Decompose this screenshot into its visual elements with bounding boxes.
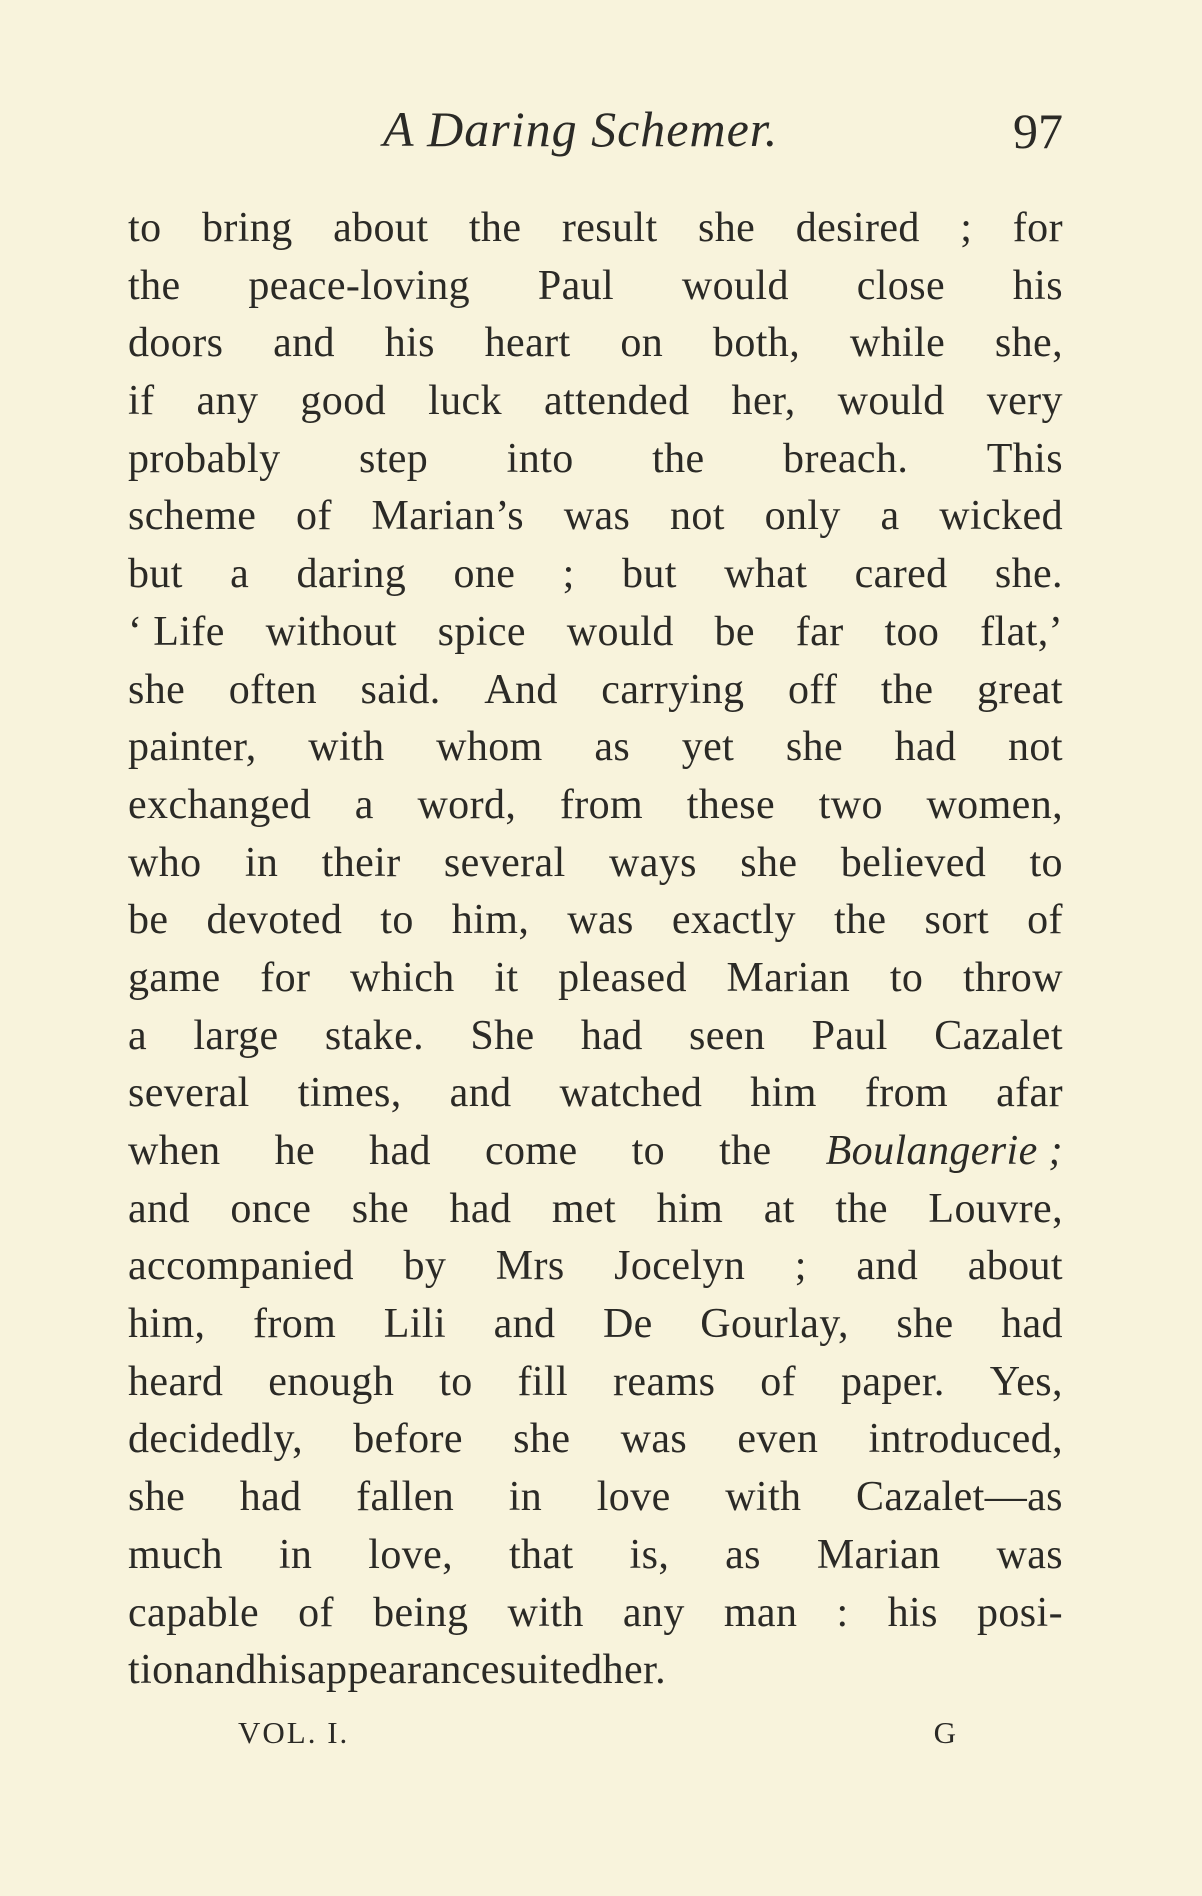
word: the <box>719 1128 772 1174</box>
word: enough <box>268 1358 395 1405</box>
word: Mrs <box>495 1243 565 1290</box>
word: Paul <box>537 262 615 309</box>
text-line <box>128 1585 1063 1643</box>
word: man <box>723 1589 798 1636</box>
word: his <box>384 320 435 367</box>
word: him, <box>128 1301 206 1348</box>
word: throw <box>962 954 1063 1001</box>
text-line <box>128 1527 1063 1585</box>
word: women, <box>926 781 1063 828</box>
text-line <box>128 1296 1063 1354</box>
word: she <box>513 1416 571 1463</box>
word: game <box>128 954 221 1001</box>
word: of <box>760 1358 797 1405</box>
word: in <box>244 839 279 886</box>
word: as <box>725 1531 761 1578</box>
word: good <box>300 378 387 425</box>
word: desired <box>795 205 920 251</box>
word: she <box>740 839 798 886</box>
word: but <box>621 551 677 598</box>
word: his <box>887 1589 938 1636</box>
text-line <box>128 835 1063 893</box>
word: paper. <box>840 1358 945 1405</box>
word: she <box>351 1185 409 1232</box>
word: Yes, <box>989 1358 1063 1405</box>
word: for <box>260 954 311 1001</box>
word: into <box>506 435 574 482</box>
word: This <box>986 435 1063 482</box>
word: to <box>631 1128 666 1174</box>
word: be <box>714 608 755 655</box>
word: believed <box>840 839 987 886</box>
word: love, <box>368 1531 454 1578</box>
word: heard <box>128 1358 224 1405</box>
word: cared <box>854 551 948 598</box>
word: had <box>894 724 957 771</box>
text-line <box>128 662 1063 720</box>
text-line <box>128 200 1063 258</box>
word: at <box>763 1185 795 1232</box>
word: ; <box>960 205 973 251</box>
word: suited <box>499 1647 603 1694</box>
word: exchanged <box>128 781 312 828</box>
word: was <box>996 1531 1063 1578</box>
word: daring <box>296 551 407 598</box>
word: him <box>656 1185 724 1232</box>
word: by <box>403 1243 447 1290</box>
word: had <box>239 1474 302 1521</box>
text-line <box>128 950 1063 1008</box>
word: the <box>835 1185 888 1232</box>
word: ways <box>608 839 697 886</box>
word: with <box>308 724 385 771</box>
word: to <box>439 1358 473 1405</box>
word: from <box>559 781 644 828</box>
word: several <box>128 1070 250 1117</box>
word: De <box>602 1301 653 1348</box>
text-line <box>128 431 1063 489</box>
word: before <box>353 1416 463 1463</box>
word: seen <box>689 1012 766 1059</box>
word: without <box>265 608 397 655</box>
word: too <box>884 608 940 655</box>
word: attended <box>544 378 690 425</box>
text-line <box>128 777 1063 835</box>
word: ; <box>562 551 575 598</box>
word: from <box>252 1301 337 1348</box>
gathering-signature: G <box>933 1715 958 1750</box>
word: once <box>230 1185 312 1232</box>
word: luck <box>428 378 502 425</box>
word: afar <box>996 1070 1063 1117</box>
word: was <box>563 493 631 540</box>
text-line <box>128 719 1063 777</box>
word: of <box>296 493 332 540</box>
word: peace-loving <box>248 262 471 309</box>
word: wicked <box>939 493 1063 540</box>
word: him, <box>451 897 530 944</box>
word: it <box>494 954 519 1001</box>
word: often <box>228 666 318 713</box>
text-line <box>128 546 1063 604</box>
word: word, <box>417 781 517 828</box>
word: probably <box>128 435 281 482</box>
word: is, <box>629 1531 670 1578</box>
text-line <box>128 1181 1063 1239</box>
word: capable <box>128 1589 260 1636</box>
word: of <box>1027 897 1063 944</box>
text-line <box>128 1642 1063 1700</box>
word: to <box>889 954 924 1001</box>
text-line <box>128 1354 1063 1412</box>
word: that <box>508 1531 574 1578</box>
word: times, <box>297 1070 402 1117</box>
word: she <box>698 205 756 251</box>
word: of <box>298 1589 334 1636</box>
word: on <box>620 320 664 367</box>
word: off <box>787 666 838 713</box>
word: she <box>896 1301 954 1348</box>
word: the <box>128 262 181 309</box>
word: Lili <box>383 1301 447 1348</box>
word: heart <box>484 320 571 367</box>
volume-signature: VOL. I. <box>238 1715 350 1750</box>
word: very <box>986 378 1063 425</box>
page-footer <box>238 1715 958 1755</box>
word: and <box>449 1070 512 1117</box>
word: breach. <box>783 435 909 482</box>
word: great <box>976 666 1063 713</box>
word: she, <box>994 320 1063 367</box>
word: posi- <box>976 1589 1063 1636</box>
page-number: 97 <box>1013 103 1063 159</box>
word: to <box>128 205 162 251</box>
word: the <box>833 897 887 944</box>
word: Gourlay, <box>700 1301 849 1348</box>
word: introduced, <box>868 1416 1063 1463</box>
word: scheme <box>128 493 257 540</box>
word: she <box>785 724 843 771</box>
word: their <box>321 839 401 886</box>
word: the <box>652 435 705 482</box>
word: the <box>880 666 934 713</box>
word: a <box>354 781 374 828</box>
word: in <box>278 1531 313 1578</box>
word: Cazalet <box>934 1012 1063 1059</box>
word: ‘ Life <box>128 608 225 655</box>
word: in <box>508 1474 543 1521</box>
word: his <box>256 1647 308 1694</box>
word: as <box>594 724 631 771</box>
word: large <box>193 1012 279 1059</box>
text-line <box>128 315 1063 373</box>
text-line <box>128 892 1063 950</box>
word: about <box>333 205 429 251</box>
word: with <box>507 1589 584 1636</box>
word: these <box>686 781 776 828</box>
word: from <box>864 1070 949 1117</box>
word: had <box>1001 1301 1063 1348</box>
word: appearance <box>307 1647 500 1694</box>
word: Boulangerie ; <box>825 1128 1063 1174</box>
word: She <box>470 1012 535 1059</box>
word: close <box>856 262 945 309</box>
word: flat,’ <box>980 608 1063 655</box>
text-line <box>128 1065 1063 1123</box>
word: accompanied <box>128 1243 354 1290</box>
word: which <box>350 954 455 1001</box>
word: and <box>194 1647 257 1694</box>
word: and <box>273 320 335 367</box>
text-line <box>128 1123 1063 1181</box>
word: met <box>551 1185 617 1232</box>
word: come <box>484 1128 578 1174</box>
word: had <box>449 1185 512 1232</box>
running-title: A Daring Schemer. <box>383 101 779 157</box>
word: Paul <box>811 1012 888 1059</box>
word: even <box>737 1416 819 1463</box>
word: about <box>967 1243 1063 1290</box>
word: fill <box>517 1358 569 1405</box>
word: stake. <box>324 1012 425 1059</box>
word: two <box>818 781 883 828</box>
word: while <box>849 320 946 367</box>
word: what <box>724 551 808 598</box>
word: a <box>230 551 250 598</box>
text-line <box>128 604 1063 662</box>
text-line <box>128 488 1063 546</box>
word: to <box>1029 839 1063 886</box>
word: And <box>484 666 558 713</box>
word: his <box>1012 262 1063 309</box>
word: and <box>128 1185 190 1232</box>
word: Marian <box>726 954 851 1001</box>
word: watched <box>559 1070 703 1117</box>
word: love <box>596 1474 671 1521</box>
word: her. <box>602 1647 667 1694</box>
word: ; <box>794 1243 807 1290</box>
word: bring <box>201 205 293 251</box>
text-line <box>128 1469 1063 1527</box>
word: and <box>493 1301 556 1348</box>
word: several <box>443 839 566 886</box>
word: Cazalet—as <box>856 1474 1063 1521</box>
word: he <box>274 1128 316 1174</box>
word: Marian’s <box>371 493 525 540</box>
text-line <box>128 1008 1063 1066</box>
word: being <box>373 1589 469 1636</box>
word: yet <box>681 724 735 771</box>
word: a <box>880 493 900 540</box>
word: with <box>725 1474 802 1521</box>
word: her, <box>731 378 796 425</box>
word: had <box>580 1012 643 1059</box>
word: if <box>128 378 155 425</box>
word: painter, <box>128 724 257 771</box>
word: Louvre, <box>928 1185 1063 1232</box>
word: to <box>380 897 414 944</box>
word: far <box>795 608 844 655</box>
word: would <box>566 608 674 655</box>
word: carrying <box>601 666 745 713</box>
text-line <box>128 258 1063 316</box>
word: who <box>128 839 202 886</box>
word: decidedly, <box>128 1416 304 1463</box>
word: tion <box>128 1647 195 1694</box>
word: much <box>128 1531 223 1578</box>
word: said. <box>360 666 441 713</box>
text-line <box>128 1411 1063 1469</box>
word: devoted <box>206 897 343 944</box>
word: : <box>836 1589 849 1636</box>
word: Marian <box>816 1531 941 1578</box>
word: any <box>196 378 259 425</box>
text-line <box>128 373 1063 431</box>
running-head <box>128 100 1063 160</box>
word: she <box>128 1474 186 1521</box>
word: exactly <box>671 897 796 944</box>
body-text <box>128 200 1063 1700</box>
word: any <box>622 1589 685 1636</box>
word: step <box>358 435 429 482</box>
word: would <box>837 378 945 425</box>
word: was <box>620 1416 688 1463</box>
word: but <box>128 551 183 598</box>
word: one <box>453 551 516 598</box>
word: him <box>750 1070 817 1117</box>
word: she <box>128 666 186 713</box>
word: not <box>669 493 725 540</box>
word: would <box>681 262 789 309</box>
word: was <box>567 897 634 944</box>
text-line <box>128 1238 1063 1296</box>
word: not <box>1008 724 1063 771</box>
word: the <box>468 205 522 251</box>
word: she. <box>994 551 1063 598</box>
word: when <box>128 1128 221 1174</box>
word: had <box>369 1128 431 1174</box>
word: Jocelyn <box>614 1243 746 1290</box>
word: sort <box>924 897 990 944</box>
word: reams <box>613 1358 716 1405</box>
word: doors <box>128 320 224 367</box>
word: and <box>856 1243 919 1290</box>
word: only <box>764 493 841 540</box>
word: whom <box>436 724 543 771</box>
word: fallen <box>356 1474 455 1521</box>
word: spice <box>437 608 526 655</box>
word: pleased <box>558 954 687 1001</box>
word: be <box>128 897 169 944</box>
word: result <box>561 205 658 251</box>
word: a <box>128 1012 148 1059</box>
word: for <box>1012 205 1063 251</box>
word: both, <box>712 320 801 367</box>
